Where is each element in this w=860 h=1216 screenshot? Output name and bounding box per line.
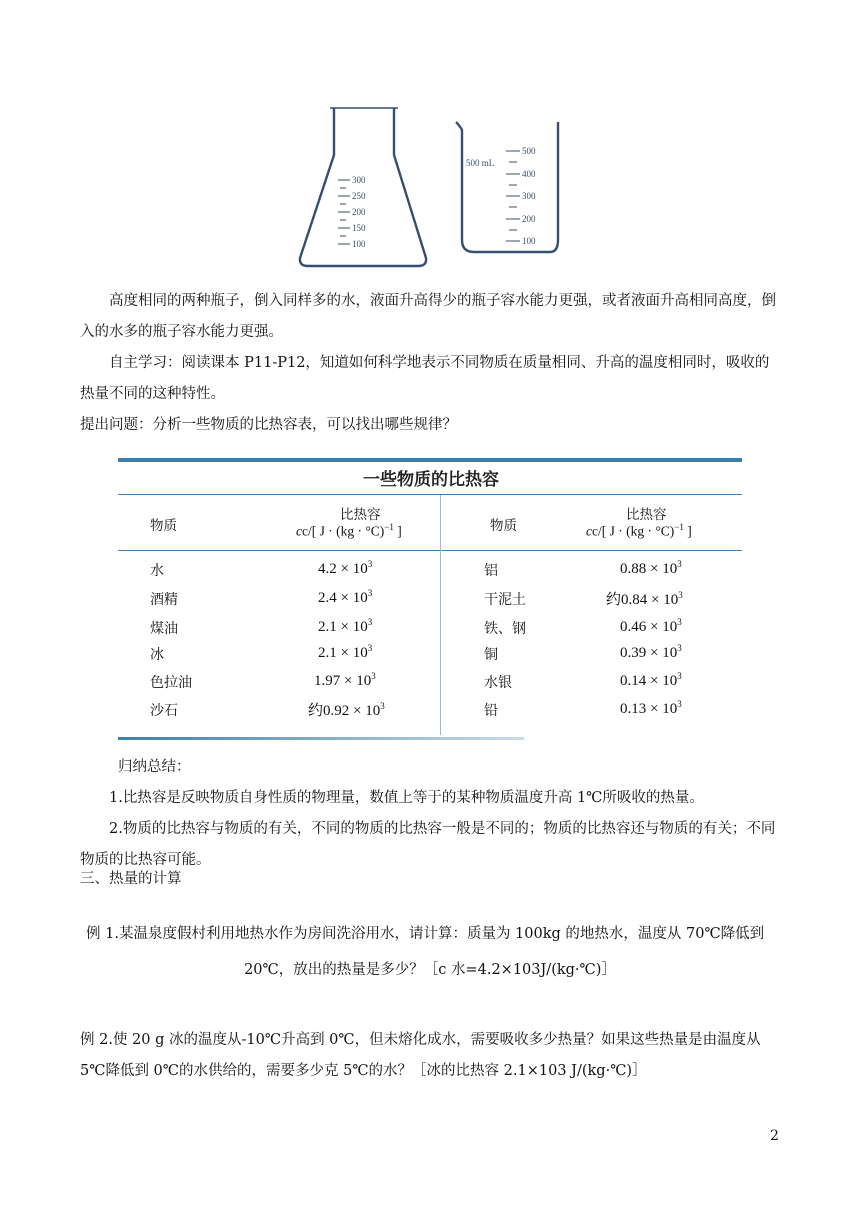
row-value-copper: $0.39 \times 10^3$ (620, 643, 682, 661)
table-column-divider (440, 495, 441, 735)
row-name-copper: 铜 (484, 647, 498, 663)
summary-heading: 归纳总结： (118, 759, 191, 775)
row-value-kerosene: $2.1 \times 10^3$ (318, 617, 373, 635)
flask-mark-250: 250 (352, 191, 366, 201)
summary-item-1: 1.比热容是反映物质自身性质的物理量，数值上等于的某种物质温度升高 1℃所吸收的热量。 (109, 790, 704, 806)
table-title: 一些物质的比热容 (363, 470, 499, 490)
header-heat-right: 比热容 (626, 507, 667, 523)
example-2: 例 2.使 20 g 冰的温度从-10℃升高到 0℃，但未熔化成水，需要吸收多少热量？如果这些热量是由温度从 5℃降低到 0℃的水供给的，需要多少克 5℃的水？［冰的比热容 2.1×103 J/(kg·℃)］ (80, 1032, 761, 1079)
table-header-rule-bottom (118, 550, 742, 551)
beaker-outline (456, 122, 558, 252)
row-name-kerosene: 煤油 (150, 621, 178, 637)
header-substance-right: 物质 (490, 518, 517, 534)
row-name-alcohol: 酒精 (150, 592, 178, 608)
row-name-iron-steel: 铁、钢 (484, 621, 526, 637)
paragraph-question: 提出问题：分析一些物质的比热容表，可以找出哪些规律？ (80, 417, 457, 433)
row-value-dry-soil: 约$0.84 \times 10^3$ (606, 590, 683, 608)
row-name-water: 水 (150, 563, 164, 579)
summary-item-2: 2.物质的比热容与物质的有关，不同的物质的比热容一般是不同的；物质的比热容还与物质的有关；不同物质的比热容可能。 (80, 821, 776, 868)
row-value-aluminum: $0.88 \times 10^3$ (620, 559, 682, 577)
header-unit-right: cc/[ J · (kg · °C)$^{-1}$ ] (586, 522, 692, 539)
row-value-sand: 约$0.92 \times 10^3$ (308, 701, 385, 719)
beaker-mark-400: 400 (522, 169, 536, 179)
row-value-lead: $0.13 \times 10^3$ (620, 699, 682, 717)
header-substance-left: 物质 (150, 518, 177, 534)
table-bottom-rule (118, 737, 524, 740)
row-name-lead: 铅 (484, 703, 498, 719)
row-value-water: $4.2 \times 10^3$ (318, 559, 373, 577)
header-unit-left: cc/[ J · (kg · °C)$^{-1}$ ] (296, 522, 402, 539)
beaker-mark-500: 500 (522, 146, 536, 156)
beaker-mark-300: 300 (522, 191, 536, 201)
page-number: 2 (770, 1128, 779, 1144)
beaker-mark-200: 200 (522, 214, 536, 224)
example-1-line-1: 例 1.某温泉度假村利用地热水作为房间洗浴用水，请计算：质量为 100kg 的地热水，温度从 70℃降低到 (86, 926, 765, 942)
example-1-line-2: 20℃，放出的热量是多少？［c 水=4.2×103J/(kg·℃)］ (244, 962, 616, 978)
row-name-sand: 沙石 (150, 703, 178, 719)
row-value-ice: $2.1 \times 10^3$ (318, 643, 373, 661)
flask-mark-200: 200 (352, 207, 366, 217)
row-value-alcohol: $2.4 \times 10^3$ (318, 588, 373, 606)
table-top-rule (118, 458, 742, 462)
row-name-ice: 冰 (150, 647, 164, 663)
flask-mark-100: 100 (352, 239, 366, 249)
beaker-volume-label: 500 mL (466, 158, 495, 168)
paragraph-bottle-capacity: 高度相同的两种瓶子，倒入同样多的水，液面升高得少的瓶子容水能力更强，或者液面升高相同高度，倒入的水多的瓶子容水能力更强。 (80, 293, 776, 340)
flask-mark-150: 150 (352, 223, 366, 233)
flask-scale (338, 180, 350, 244)
row-value-iron-steel: $0.46 \times 10^3$ (620, 617, 682, 635)
row-value-mercury: $0.14 \times 10^3$ (620, 671, 682, 689)
row-name-mercury: 水银 (484, 675, 512, 691)
row-name-salad-oil: 色拉油 (150, 675, 192, 691)
row-value-salad-oil: $1.97 \times 10^3$ (314, 671, 376, 689)
flask-mark-300: 300 (352, 175, 366, 185)
flask-beaker-figure (290, 100, 560, 272)
paragraph-self-study: 自主学习：阅读课本 P11-P12，知道如何科学地表示不同物质在质量相同、升高的温度相同时，吸收的热量不同的这种特性。 (80, 355, 770, 402)
table-header-rule-top (118, 494, 742, 495)
row-name-dry-soil: 干泥土 (484, 592, 526, 608)
row-name-aluminum: 铝 (484, 563, 498, 579)
beaker-scale (506, 151, 520, 241)
header-heat-left: 比热容 (340, 507, 381, 523)
section-heading-heat-calc: 三、热量的计算 (80, 871, 182, 887)
beaker-mark-100: 100 (522, 236, 536, 246)
